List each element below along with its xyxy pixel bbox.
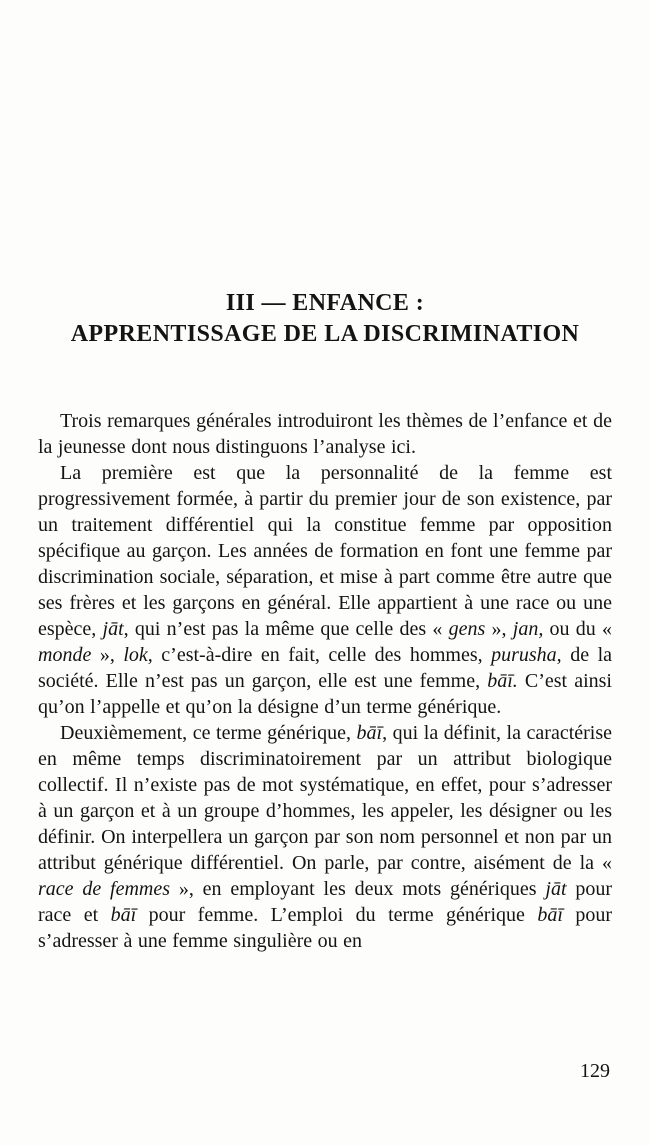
text-segment: La première est que la personnalité de la femme est progressivement formée, à partir du premier jour de son existence, par un traitement différentiel qui la constitue femme par opposition spécifique au garçon. Les années de formation en font une femme par discrimination sociale, séparation, et mise à part comme être autre que ses frères et les garçons en général. Elle appartient à une race ou une espèce, bbox=[38, 462, 612, 640]
italic-term: bāī bbox=[110, 904, 137, 926]
paragraph bbox=[38, 460, 612, 720]
chapter-heading-line2: APPRENTISSAGE DE LA DISCRIMINATION bbox=[70, 321, 580, 347]
body-text bbox=[38, 408, 612, 954]
italic-term: lok, bbox=[123, 644, 153, 666]
paragraph bbox=[38, 408, 612, 460]
italic-term: jan, bbox=[512, 618, 544, 640]
italic-term: bāī bbox=[356, 722, 383, 744]
italic-term: monde bbox=[38, 644, 92, 666]
text-segment: , qui n’est pas la même que celle des « bbox=[123, 618, 449, 640]
text-segment: ou du « bbox=[543, 618, 613, 640]
text-segment: C’est ainsi qu’on l’appelle et qu’on la désigne d’un terme générique. bbox=[38, 670, 612, 718]
text-segment: », en employant les deux mots génériques bbox=[170, 878, 546, 900]
chapter-heading-line1: III — ENFANCE : bbox=[225, 290, 425, 316]
italic-term: jāt bbox=[545, 878, 567, 900]
italic-term: gens bbox=[448, 618, 486, 640]
text-segment: », bbox=[485, 618, 513, 640]
chapter-heading bbox=[38, 288, 612, 350]
page-number: 129 bbox=[580, 1060, 610, 1082]
italic-term: jāt bbox=[102, 618, 124, 640]
text-segment: pour s’adresser à une femme singulière ou en bbox=[38, 904, 612, 952]
italic-term: bāī. bbox=[487, 670, 518, 692]
text-segment: c’est-à-dire en fait, celle des hommes, bbox=[152, 644, 492, 666]
text-segment: Trois remarques générales introduiront les thèmes de l’enfance et de la jeunesse dont nous distinguons l’analyse ici. bbox=[38, 410, 612, 458]
italic-term: bāī bbox=[537, 904, 563, 926]
italic-term: purusha, bbox=[491, 644, 562, 666]
text-segment: pour femme. L’emploi du terme générique bbox=[136, 904, 538, 926]
italic-term: race de femmes bbox=[38, 878, 171, 900]
text-segment: de la société. Elle n’est pas un garçon, elle est une femme, bbox=[38, 644, 613, 692]
text-segment: , qui la définit, la caractérise en même temps discriminatoirement par un attribut biologique collectif. Il n’existe pas de mot systématique, en effet, pour s’adresser à un garçon et à un groupe d’hommes, les appeler, les désigner ou les définir. On interpellera un garçon par son nom personnel et non par un attribut générique différentiel. On parle, par contre, aisément de la « bbox=[38, 722, 613, 874]
text-segment: », bbox=[91, 644, 124, 666]
text-segment: pour race et bbox=[38, 878, 612, 926]
paragraph bbox=[38, 720, 612, 954]
text-segment: Deuxièmement, ce terme générique, bbox=[60, 722, 357, 744]
